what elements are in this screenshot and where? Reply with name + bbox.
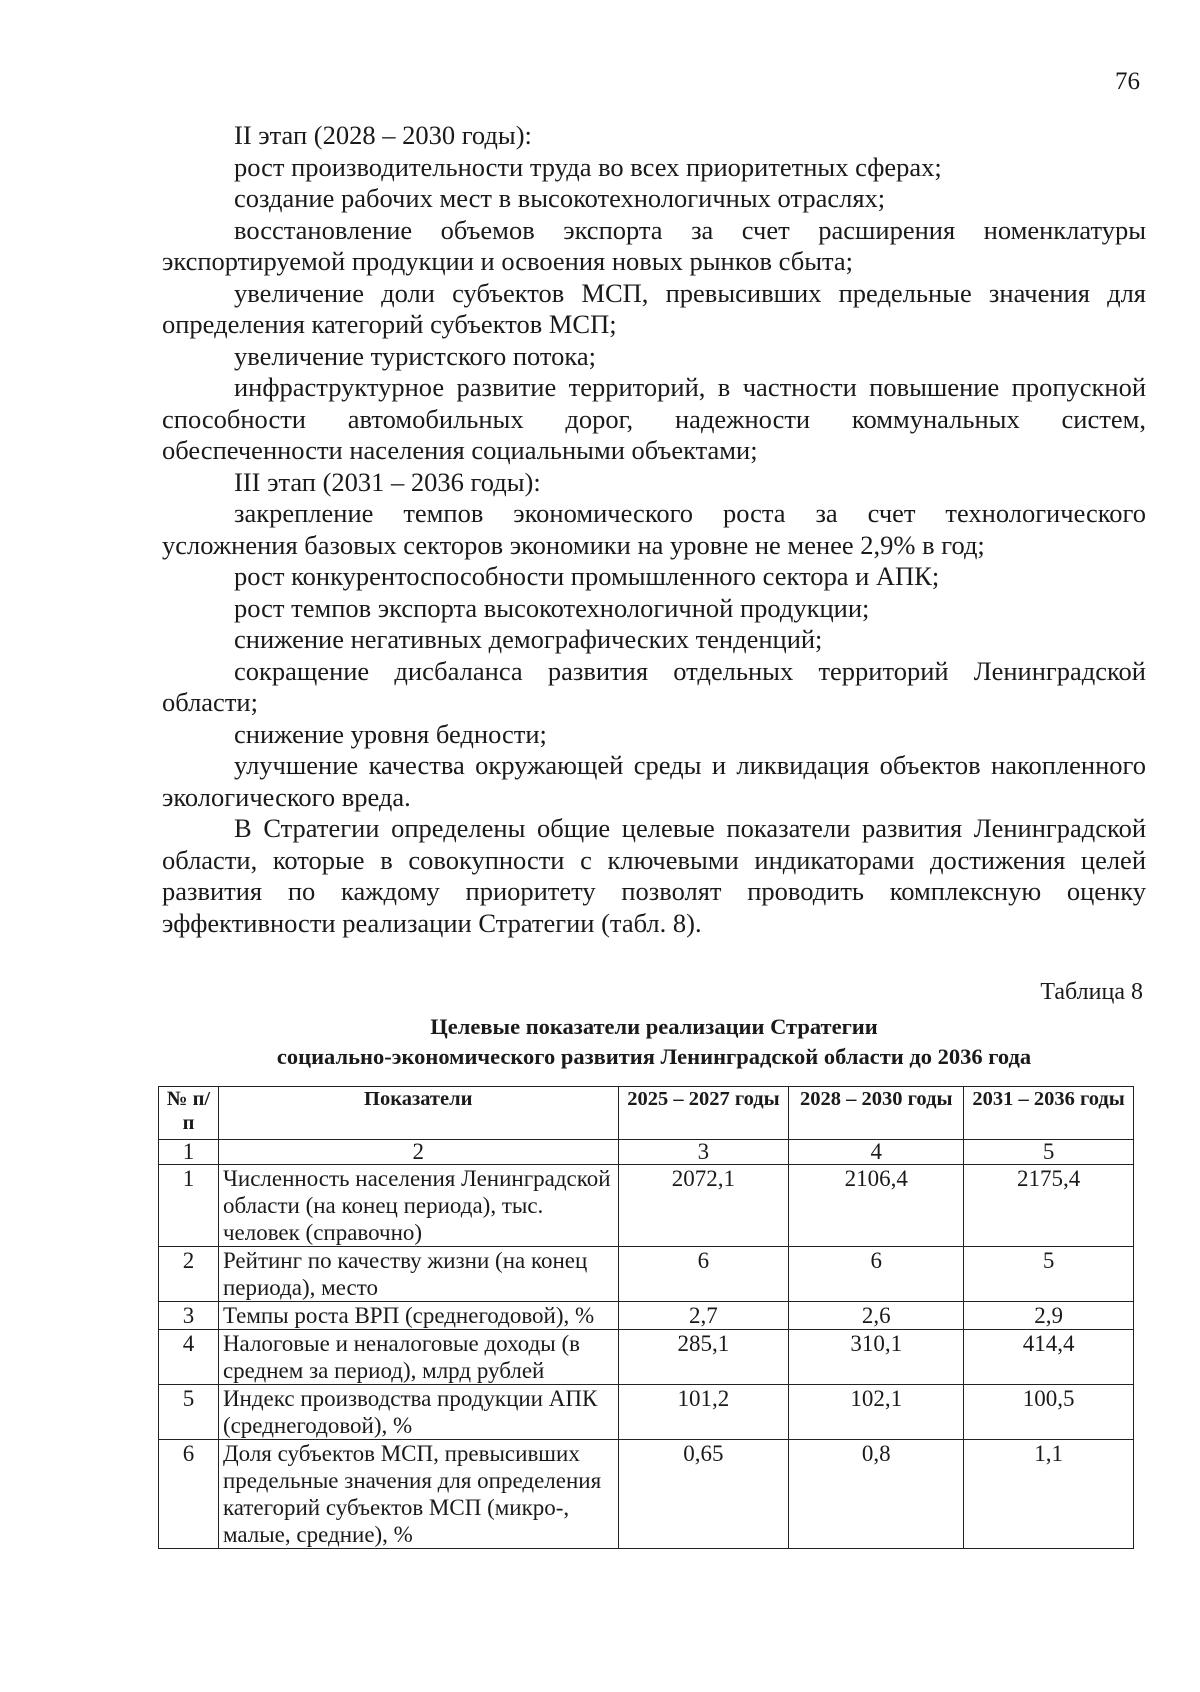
row-value-period-2: 0,8	[789, 1440, 964, 1549]
paragraph: сокращение дисбаланса развития отдельных территорий Ленинградской области;	[162, 655, 1146, 717]
row-value-period-3: 414,4	[964, 1330, 1134, 1385]
paragraph: снижение негативных демографических тенденций;	[234, 624, 823, 654]
table-title	[162, 1012, 1146, 1072]
table-row	[159, 1440, 1134, 1549]
row-number: 5	[159, 1385, 219, 1440]
row-indicator: Доля субъектов МСП, превысивших предельные значения для определения категорий субъектов МСП (микро-, малые, средние), %	[218, 1440, 618, 1549]
targets-table	[158, 1086, 1134, 1549]
table-title-line: социально-экономического развития Ленинградской области до 2036 года	[276, 1044, 1032, 1069]
table-row	[159, 1330, 1134, 1385]
row-value-period-2: 310,1	[789, 1330, 964, 1385]
header-period-1: 2025 – 2027 годы	[618, 1087, 789, 1140]
paragraph: III этап (2031 – 2036 годы):	[234, 466, 541, 497]
row-value-period-1: 2,7	[618, 1302, 789, 1330]
paragraph: улучшение качества окружающей среды и ликвидация объектов накопленного экологического вреда.	[162, 750, 1146, 812]
row-number: 2	[159, 1247, 219, 1302]
paragraph: закрепление темпов экономического роста за счет технологического усложнения базовых секторов экономики на уровне не менее 2,9% в год;	[162, 498, 1146, 560]
table-row	[159, 1302, 1134, 1330]
paragraph: рост темпов экспорта высокотехнологичной продукции;	[234, 592, 870, 623]
row-value-period-1: 101,2	[618, 1385, 789, 1440]
row-number: 3	[159, 1302, 219, 1330]
table-row	[159, 1385, 1134, 1440]
row-value-period-1: 285,1	[618, 1330, 789, 1385]
table-title-line: Целевые показатели реализации Стратегии	[430, 1014, 878, 1039]
row-value-period-3: 1,1	[964, 1440, 1134, 1549]
paragraph: рост конкурентоспособности промышленного сектора и АПК;	[234, 561, 940, 591]
table-row	[159, 1165, 1134, 1247]
row-number: 6	[159, 1440, 219, 1549]
row-indicator: Рейтинг по качеству жизни (на конец периода), место	[218, 1247, 618, 1302]
paragraph: инфраструктурное развитие территорий, в частности повышение пропускной способности автомобильных дорог, надежности коммунальных систем, обеспеченности населения социальными объектами;	[162, 372, 1146, 465]
row-value-period-3: 2,9	[964, 1302, 1134, 1330]
row-indicator: Индекс производства продукции АПК (среднегодовой), %	[218, 1385, 618, 1440]
row-value-period-1: 6	[618, 1247, 789, 1302]
row-value-period-1: 2072,1	[618, 1165, 789, 1247]
paragraph: В Стратегии определены общие целевые показатели развития Ленинградской области, которые в совокупности с ключевыми индикаторами достижения целей развития по каждому приоритету позволят проводить комплексную оценку эффективности реализации Стратегии (табл. 8).	[162, 813, 1146, 938]
paragraph: создание рабочих мест в высокотехнологичных отраслях;	[234, 183, 886, 213]
header-period-3: 2031 – 2036 годы	[964, 1087, 1134, 1140]
row-value-period-2: 102,1	[789, 1385, 964, 1440]
paragraph: II этап (2028 – 2030 годы):	[234, 120, 532, 150]
column-number: 1	[159, 1140, 219, 1165]
row-number: 1	[159, 1165, 219, 1247]
paragraph: восстановление объемов экспорта за счет расширения номенклатуры экспортируемой продукции и освоения новых рынков сбыта;	[162, 214, 1146, 276]
column-number: 2	[218, 1140, 618, 1165]
paragraph: рост производительности труда во всех приоритетных сферах;	[234, 151, 942, 182]
row-value-period-1: 0,65	[618, 1440, 789, 1549]
column-number: 4	[789, 1140, 964, 1165]
paragraph: увеличение доли субъектов МСП, превысивших предельные значения для определения категорий субъектов МСП;	[162, 277, 1146, 339]
header-indicator: Показатели	[218, 1087, 618, 1140]
table-caption: Таблица 8	[1040, 979, 1143, 1005]
row-value-period-3: 2175,4	[964, 1165, 1134, 1247]
table-row	[159, 1247, 1134, 1302]
row-indicator: Численность населения Ленинградской области (на конец периода), тыс. человек (справочно)	[218, 1165, 618, 1247]
row-number: 4	[159, 1330, 219, 1385]
column-number-row	[159, 1140, 1134, 1165]
row-value-period-2: 2106,4	[789, 1165, 964, 1247]
column-number: 3	[618, 1140, 789, 1165]
row-value-period-3: 100,5	[964, 1385, 1134, 1440]
row-value-period-3: 5	[964, 1247, 1134, 1302]
row-indicator: Темпы роста ВРП (среднегодовой), %	[218, 1302, 618, 1330]
header-no: № п/п	[159, 1087, 219, 1140]
table-header-row	[159, 1087, 1134, 1140]
row-value-period-2: 6	[789, 1247, 964, 1302]
column-number: 5	[964, 1140, 1134, 1165]
row-indicator: Налоговые и неналоговые доходы (в среднем за период), млрд рублей	[218, 1330, 618, 1385]
row-value-period-2: 2,6	[789, 1302, 964, 1330]
page-number: 76	[1115, 68, 1140, 95]
header-period-2: 2028 – 2030 годы	[789, 1087, 964, 1140]
paragraph: снижение уровня бедности;	[234, 718, 547, 749]
paragraph: увеличение туристского потока;	[234, 340, 596, 371]
body-text	[162, 120, 1146, 939]
